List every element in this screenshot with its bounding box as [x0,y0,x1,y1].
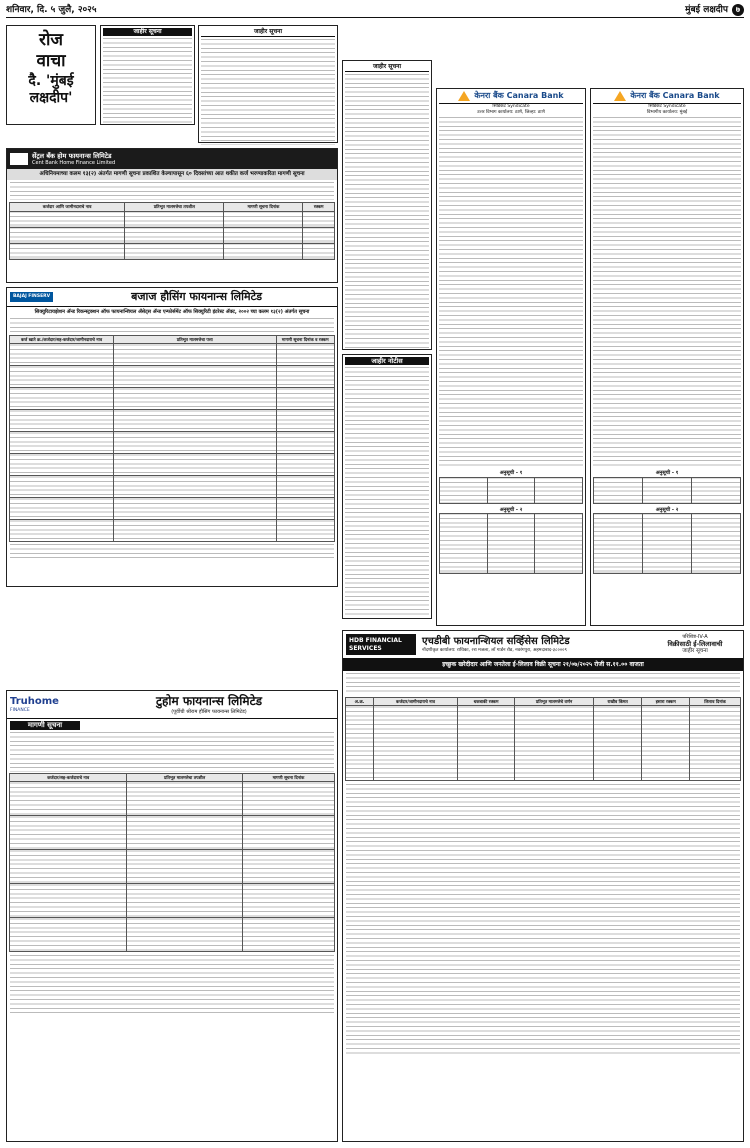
table-row [10,918,335,952]
hdb-address: नोंदणीकृत कार्यालय: राधिका, २रा मजला, लॉ गार्डन रोड, नवरंगपुरा, अहमदाबाद-३८०००९ [422,648,567,654]
truhome-name: टुहोम फायनान्स लिमिटेड [155,694,263,708]
column-header: कर्ज खाते क्र./कर्जदार/सह-कर्जदार/जामीनदाराचे नाव [10,336,114,344]
column-header: राखीव किंमत [594,697,642,705]
promo-line: दै. 'मुंबई [28,72,74,89]
annex-title: अनुसूची - १ [499,470,523,477]
annex-title: अनुसूची - २ [655,506,679,513]
column-header: मागणी सूचना दिनांक [242,774,334,782]
hdb-logo: HDB FINANCIAL SERVICES [346,634,416,655]
central-bank-name: सेंट्रल बँक होम फायनान्स लिमिटेड [32,152,112,160]
hdb-name: एचडीबी फायनान्शियल सर्व्हिसेस लिमिटेड [422,635,570,647]
central-bank-headline: अधिनियमाच्या कलम १३(२) अंतर्गत मागणी सूचना प्रकाशित केल्यापासून ६० दिवसांच्या आत थकीत कर्ज भरण्याकरिता मागणी सूचना [7,169,337,180]
table-row [10,454,335,476]
canara-logo-icon [614,91,626,101]
notice-body [103,38,192,126]
top-notice-2 [198,25,338,143]
canara-right-office: विभागीय कार्यालय: मुंबई [646,109,688,115]
annex-table [439,513,583,574]
truhome-notice-title: मागणी सूचना [10,721,80,730]
table-row [594,513,741,573]
truhome-prev-name: (पूर्वीची श्रीराम हौसिंग फायनान्स लिमिटेड) [171,709,247,715]
column-header: थकबाकी रक्कम [458,697,515,705]
column-header: मागणी सूचना दिनांक व रक्कम [276,336,335,344]
table-row [10,498,335,520]
table-row [10,476,335,498]
column-header: कर्जदार आणि जामीनदाराचे नाव [10,203,125,211]
table-row [10,211,335,227]
issue-date: शनिवार, दि. ५ जुलै, २०२५ [6,4,97,15]
hdb-table [345,697,741,781]
annex-title: अनुसूची - २ [499,506,523,513]
bajaj-logo: BAJAJ FINSERV [10,292,53,302]
annex-table [593,513,741,574]
hdb-right-title: जाहीर सूचना [682,648,708,655]
canara-left-office: उत्तर विभाग कार्यालय: ठाणे, जिल्हा: ठाणे [477,109,545,115]
promo-line: लक्षदीप' [29,90,73,106]
table-row [10,388,335,410]
table-row [10,243,335,259]
table-row [10,227,335,243]
annex-title: अनुसूची - १ [655,470,679,477]
central-bank-notice [6,148,338,283]
promo-box [6,25,96,125]
promo-line: वाचा [36,51,66,72]
canara-logo-icon [458,91,470,101]
table-row [10,782,335,816]
hdb-right-title: विक्रीसाठी ई-लिलावाची [667,640,723,649]
central-bank-table [9,202,335,259]
notice-body [201,39,335,145]
table-row [10,410,335,432]
notice-title: जाहीर नोटीस [345,357,429,365]
hdb-notice [342,630,744,1142]
bajaj-name: बजाज हौसिंग फायनान्स लिमिटेड [131,290,262,303]
central-bank-header [7,149,337,169]
column-header: प्रतिभूत मालमत्तेचे वर्णन [515,697,594,705]
table-row [10,884,335,918]
middle-notice-1 [342,60,432,350]
column-header: अ.क्र. [346,697,374,705]
canara-right-logo: केनरा बैंक Canara Bank [593,91,741,104]
canara-left-notice [436,88,586,626]
table-row [10,344,335,366]
promo-line: रोज [39,30,63,50]
bajaj-table [9,335,335,542]
table-row [10,850,335,884]
table-row [440,477,583,503]
top-notice-1 [100,25,195,125]
annex-table [439,477,583,504]
bajaj-notice [6,287,338,587]
column-header: कर्जदार/सह-कर्जदाराचे नाव [10,774,127,782]
central-bank-logo-icon [10,153,28,165]
canara-left-sub: सिंडिकेट Syndicate [492,104,530,109]
notice-title: जाहीर सूचना [103,28,192,36]
column-header: प्रतिभूत मालमत्तेचा तपशील [127,774,243,782]
column-header: मागणी सूचना दिनांक [224,203,303,211]
column-header: प्रतिभूत मालमत्तेचा तपशील [125,203,224,211]
canara-right-notice [590,88,744,626]
column-header: रक्कम [303,203,335,211]
table-row [10,432,335,454]
column-header: लिलाव दिनांक [690,697,741,705]
table-row [10,816,335,850]
bajaj-subtitle: सिक्युरिटायझेशन ॲन्ड रिकन्स्ट्रक्शन ऑफ फायनान्शियल ॲसेट्स ॲन्ड एन्फोर्समेंट ऑफ सिक्युरिटी इंटरेस्ट ॲक्ट, २००२ च्या कलम १३(२) अंतर्गत सूचना [34,308,310,315]
truhome-logo: Truhome FINANCE [10,695,59,714]
notice-title: जाहीर सूचना [201,28,335,37]
hdb-banner: इच्छुक खरेदीदार आणि जनतेला ई-लिलाव विक्री सूचना २१/०७/२०२५ रोजी स.११.०० वाजता [343,659,743,671]
hdb-right-title: परिशिष्ट-IV-A [682,634,708,640]
newspaper-name: मुंबई लक्षदीप ७ [685,4,744,16]
central-bank-name-en: Cent Bank Home Finance Limited [32,160,116,167]
column-header: प्रतिभूत मालमत्तेचा पत्ता [114,336,277,344]
table-row [594,477,741,503]
column-header: कर्जदार/जामीनदाराचे नाव [373,697,457,705]
table-row [10,366,335,388]
table-row [346,706,741,781]
page-number: ७ [732,4,744,16]
notice-title: जाहीर सूचना [345,63,429,72]
truhome-notice [6,690,338,1142]
table-row [10,520,335,542]
table-row [440,513,583,573]
truhome-table [9,773,335,952]
column-header: इसारा रक्कम [642,697,690,705]
annex-table [593,477,741,504]
canara-right-sub: सिंडिकेट Syndicate [648,104,686,109]
page-header [6,4,744,18]
middle-notice-3 [342,354,432,619]
canara-left-logo: केनरा बैंक Canara Bank [439,91,583,104]
